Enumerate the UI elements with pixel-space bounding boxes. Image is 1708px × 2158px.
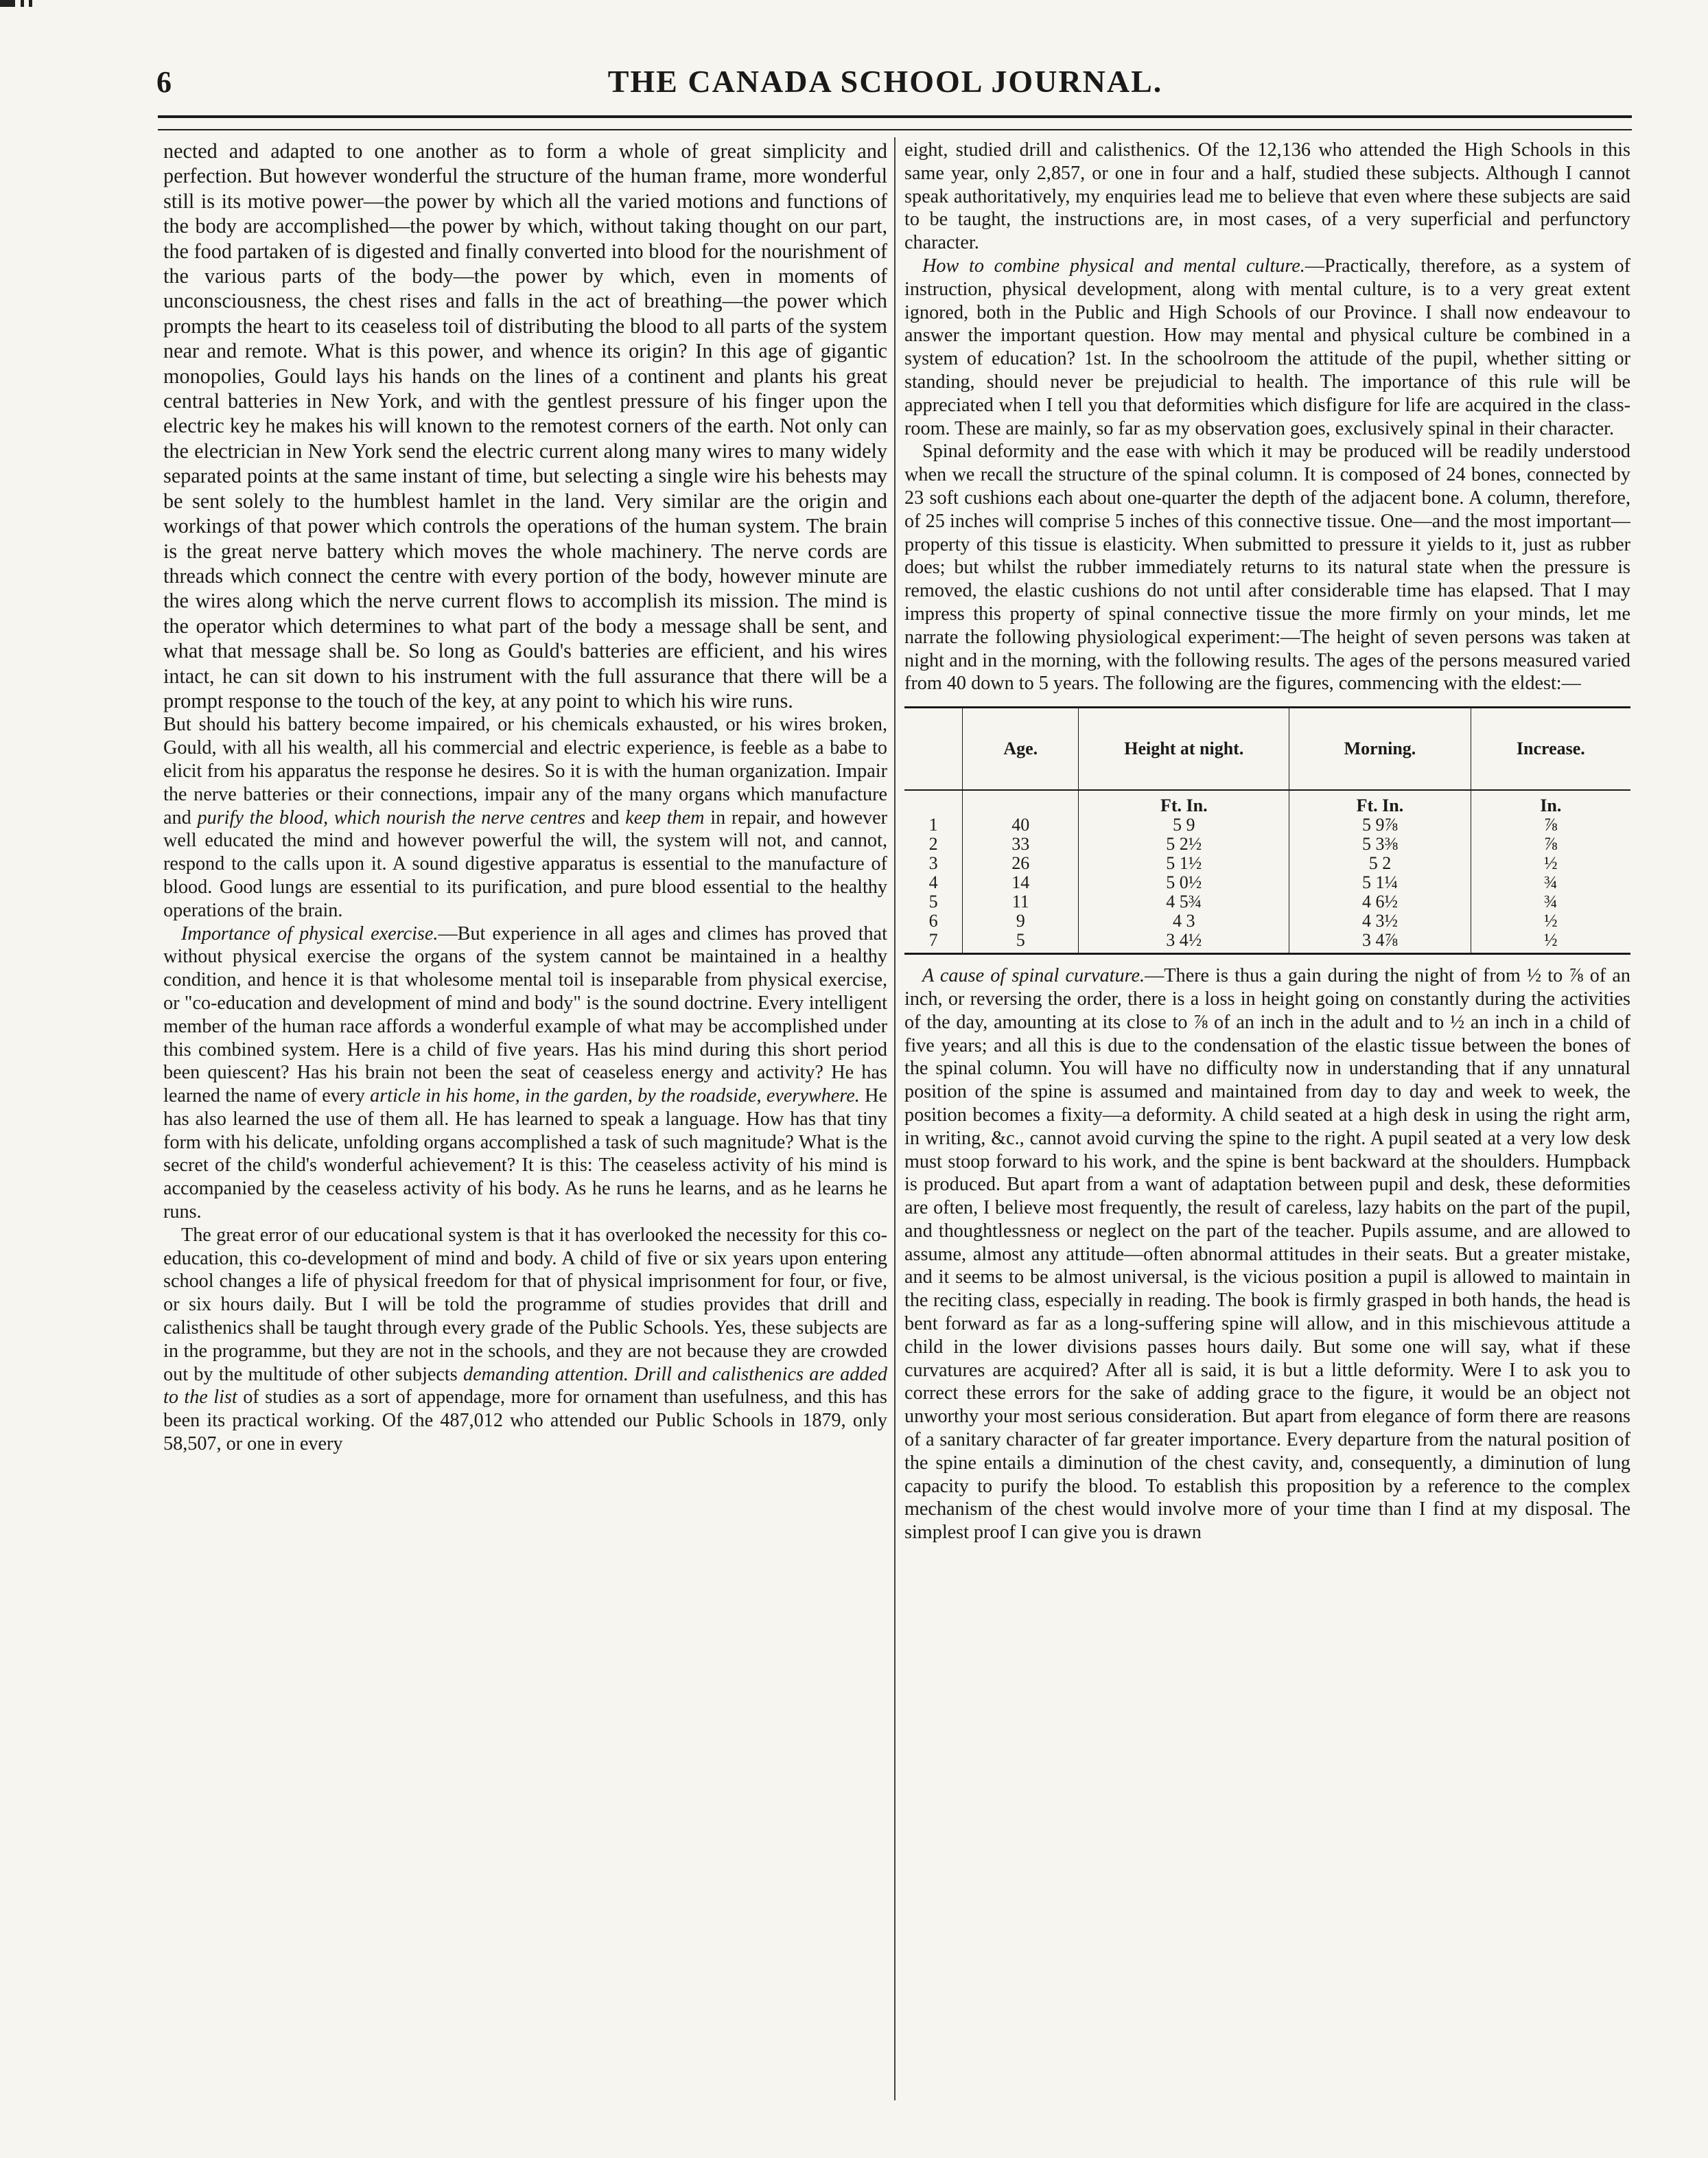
table-cell: 4 bbox=[904, 873, 963, 892]
table-cell: 5 1½ bbox=[1079, 854, 1289, 873]
table-cell: Ft. In. bbox=[1079, 790, 1289, 815]
text-run: in repair, and however well educated the mind and however powerful the will, the system will not, and cannot, respond to the calls upon it. A sound digestive apparatus is essential to the manufacture of blood. Good lungs are essential to its purification, and pure blood essential to the healthy operations of the brain. bbox=[163, 807, 887, 921]
table-cell: 3 4½ bbox=[1079, 931, 1289, 954]
left-column bbox=[163, 139, 887, 1456]
table-header-row bbox=[904, 708, 1630, 791]
table-cell: 5 1¼ bbox=[1289, 873, 1471, 892]
table-cell: 9 bbox=[963, 912, 1079, 931]
scan-mark bbox=[29, 0, 32, 7]
page-header bbox=[137, 60, 1633, 108]
table-header: Morning. bbox=[1289, 708, 1471, 791]
table-row bbox=[904, 912, 1630, 931]
text-run: —But experience in all ages and climes has proved that without physical exercise the organs of the system cannot be maintained in a healthy condition, and hence it is that wholesome mental toil is inseparable from physical exercise, or "co-education and development of mind and body" is the sound doctrine. Every intelligent member of the human race affords a wonderful example of what may be accomplished under this combined system. Here is a child of five years. Has his mind during this short period been quiescent? Has his brain not been the seat of ceaseless energy and activity? He has learned the name of every bbox=[163, 923, 887, 1107]
table-header: Increase. bbox=[1471, 708, 1630, 791]
table-cell: ½ bbox=[1544, 853, 1558, 874]
italic-text: purify the blood, which nourish the nerve centres bbox=[197, 807, 585, 828]
text-run: of studies as a sort of appendage, more for ornament than usefulness, and this has been its practical working. Of the 487,012 who attended our Public Schools in 1879, only 58,507, or one in every bbox=[163, 1387, 887, 1455]
table-cell: ⅞ bbox=[1544, 834, 1558, 855]
table-cell: 5 bbox=[904, 892, 963, 912]
section-heading: Importance of physical exercise. bbox=[181, 923, 438, 944]
table-cell: ¾ bbox=[1544, 872, 1558, 893]
section-heading: How to combine physical and mental culture. bbox=[922, 255, 1305, 277]
paragraph bbox=[163, 923, 887, 1224]
table-cell: 5 9⅞ bbox=[1289, 815, 1471, 835]
text-run: and bbox=[585, 807, 626, 828]
table-cell: 5 0½ bbox=[1079, 873, 1289, 892]
table-row bbox=[904, 835, 1630, 854]
paragraph bbox=[904, 964, 1630, 1544]
table-header: Height at night. bbox=[1079, 708, 1289, 791]
table-cell: In. bbox=[1540, 796, 1562, 816]
table-cell: 2 bbox=[904, 835, 963, 854]
table-cell bbox=[963, 790, 1079, 815]
paragraph bbox=[163, 713, 887, 922]
table-cell: ⅞ bbox=[1544, 815, 1558, 835]
table-cell: ¾ bbox=[1544, 892, 1558, 912]
table-cell: 4 6½ bbox=[1289, 892, 1471, 912]
table-cell: 7 bbox=[904, 931, 963, 954]
table-cell: 5 bbox=[963, 931, 1079, 954]
column-divider bbox=[894, 137, 896, 2100]
table-row bbox=[904, 873, 1630, 892]
table-cell: 3 bbox=[904, 854, 963, 873]
table-row bbox=[904, 854, 1630, 873]
table-cell: ½ bbox=[1544, 911, 1558, 931]
header-rule bbox=[158, 115, 1632, 118]
paragraph bbox=[904, 255, 1630, 440]
table-cell: ½ bbox=[1471, 931, 1630, 954]
table-units-row bbox=[904, 790, 1630, 815]
italic-text: keep them bbox=[625, 807, 705, 828]
table-cell bbox=[904, 790, 963, 815]
table-cell: 14 bbox=[963, 873, 1079, 892]
table-cell: 5 2½ bbox=[1079, 835, 1289, 854]
page-number: 6 bbox=[156, 65, 172, 99]
table-cell: 40 bbox=[963, 815, 1079, 835]
table-row bbox=[904, 815, 1630, 835]
journal-title: THE CANADA SCHOOL JOURNAL. bbox=[607, 64, 1163, 99]
table-row bbox=[904, 892, 1630, 912]
table-cell: 4 3½ bbox=[1289, 912, 1471, 931]
text-run: eight, studied drill and calisthenics. Of the 12,136 who attended the High Schools in this same year, only 2,857, or one in four and a half, studied these subjects. Although I cannot speak authoritatively, my enquiries lead me to believe that even where these subjects are said to be taught, the instructions are, in most cases, of a very superficial and perfunctory character. bbox=[904, 139, 1630, 254]
table-cell: Ft. In. bbox=[1289, 790, 1471, 815]
height-measurement-table bbox=[904, 706, 1630, 955]
right-column bbox=[904, 139, 1630, 1544]
table-cell: 5 2 bbox=[1289, 854, 1471, 873]
table-cell: 11 bbox=[963, 892, 1079, 912]
table-cell: 5 3⅜ bbox=[1289, 835, 1471, 854]
table-header: Age. bbox=[963, 708, 1079, 791]
paragraph bbox=[163, 1224, 887, 1456]
table-cell: 5 9 bbox=[1079, 815, 1289, 835]
text-run: He has also learned the use of them all. He has learned to speak a language. How has that tiny form with his delicate, unfolding organs accomplished a task of such magnitude? What is the secret of the child's wonderful achievement? It is this: The ceaseless activity of his mind is accompanied by the ceaseless activity of his body. As he runs he learns, and as he learns he runs. bbox=[163, 1085, 888, 1223]
table-cell: 4 5¾ bbox=[1079, 892, 1289, 912]
table-cell: 3 4⅞ bbox=[1289, 931, 1471, 954]
text-run: But should his battery become impaired, or his chemicals exhausted, or his wires broken, Gould, with all his wealth, all his commercial and electric experience, is feeble as a babe to elicit from his apparatus the response he desires. So it is with the human organization. Impair the nerve batteries or their connections, impair any of the many organs which manufacture and bbox=[163, 714, 887, 828]
table-cell: 6 bbox=[904, 912, 963, 931]
paragraph bbox=[904, 139, 1630, 255]
text-run: nected and adapted to one another as to form a whole of great simplicity and perfection. But however wonderful the structure of the human frame, more wonderful still is its motive power—the power by which all the varied motions and functions of the body are accomplished—the power by which, without taking thought on our part, the food partaken of is digested and finally converted into blood for the nourishment of the various parts of the body—the power by which, even in moments of unconsciousness, the chest rises and falls in the act of breathing—the power which prompts the heart to its ceaseless toil of distributing the blood to all parts of the system near and remote. What is this power, and whence its origin? In this age of gigantic monopolies, Gould lays his hands on the lines of a continent and plants his great central batteries in New York, and with the gentlest pressure of his finger upon the electric key he makes his will known to the remotest corners of the earth. Not only can the electrician in New York send the electric current along many wires to many widely separated points at the same instant of time, but selecting a single wire his behests may be sent solely to the humblest hamlet in the land. Very similar are the origin and workings of that power which controls the operations of the human system. The brain is the great nerve battery which moves the whole machinery. The nerve cords are threads which connect the centre with every portion of the body, however minute are the wires along which the nerve current flows to accomplish its mission. The mind is the operator which determines to what part of the body a message shall be sent, and what that message shall be. So long as Gould's batteries are efficient, and his wires intact, he can sit down to his instrument with the full assurance that there will be a prompt response to the touch of the key, at any point to which his wire runs. bbox=[163, 139, 887, 712]
text-run: The great error of our educational system is that it has overlooked the necessity for this co-education, this co-development of mind and body. A child of five or six years upon entering school changes a life of physical freedom for that of physical imprisonment for four, or five, or six hours daily. But I will be told the programme of studies provides that drill and calisthenics shall be taught through every grade of the Public Schools. Yes, these subjects are in the programme, but they are not in the schools, and they are not because they are crowded out by the multitude of other subjects bbox=[163, 1224, 887, 1385]
table-cell: 1 bbox=[904, 815, 963, 835]
table-row bbox=[904, 931, 1630, 954]
italic-text: article in his home, in the garden, by the roadside, everywhere. bbox=[370, 1085, 860, 1107]
paragraph bbox=[904, 440, 1630, 695]
table-cell: 4 3 bbox=[1079, 912, 1289, 931]
header-rule-thin bbox=[158, 129, 1632, 130]
section-heading: A cause of spinal curvature. bbox=[922, 965, 1145, 987]
paragraph bbox=[163, 139, 887, 713]
scan-mark bbox=[21, 0, 24, 7]
text-run: —There is thus a gain during the night of from ½ to ⅞ of an inch, or reversing the order, there is a loss in height going on constantly during the activities of the day, amounting at its close to ⅞ of an inch in the adult and to ½ an inch in a child of five years; and all this is due to the condensation of the elastic tissue between the bones of the spinal column. You will have no difficulty now in understanding that if any unnatural position of the spine is assumed and maintained from day to day and week to week, the position becomes a fixity—a deformity. A child seated at a high desk in using the right arm, in writing, &c., cannot avoid curving the spine to the right. A pupil seated at a very low desk must stoop forward to his work, and the spine is bent backward at the shoulders. Humpback is produced. But apart from a want of adaptation between pupil and desk, these deformities are often, I believe most frequently, the result of careless, lazy habits on the part of the pupil, and thoughtlessness or neglect on the part of the teacher. Pupils assume, and are allowed to assume, almost any attitude—often abnormal attitudes in their seats. But a greater mistake, and it seems to be almost universal, is the vicious position a pupil is allowed to maintain in the reciting class, especially in reading. The book is firmly grasped in both hands, the head is bent forward as far as a long-suffering spine will allow, and in this mischievous attitude a child in the lower divisions passes hours daily. But some one will say, what if these curvatures are acquired? After all is said, it is but a little deformity. Were I to ask you to correct these errors for the sake of adding grace to the figure, it would be an object not unworthy your most serious consideration. But apart from elegance of form there are reasons of a sanitary character of far greater importance. Every departure from the natural position of the spine entails a diminution of the chest cavity, and, consequently, a diminution of lung capacity to purify the blood. To establish this proposition by a reference to the complex mechanism of the chest would involve more of your time than I find at my disposal. The simplest proof I can give you is drawn bbox=[904, 965, 1631, 1544]
scan-mark bbox=[0, 0, 15, 7]
table-cell: 33 bbox=[963, 835, 1079, 854]
text-run: Spinal deformity and the ease with which it may be produced will be readily understood when we recall the structure of the spinal column. It is composed of 24 bones, connected by 23 soft cushions each about one-quarter the depth of the adjacent bone. A column, therefore, of 25 inches will comprise 5 inches of this connective tissue. One—and the most important—property of this tissue is elasticity. When submitted to pressure it yields to it, just as rubber does; but whilst the rubber immediately returns to its natural state when the pressure is removed, the elastic cushions do not until after considerable time has elapsed. That I may impress this property of spinal connective tissue the more firmly on your minds, let me narrate the following physiological experiment:—The height of seven persons was taken at night and in the morning, with the following results. The ages of the persons measured varied from 40 down to 5 years. The following are the figures, commencing with the eldest:— bbox=[904, 441, 1630, 695]
italic-text: demanding attention. Drill and calisthenics are added to the list bbox=[163, 1363, 887, 1408]
table-cell: 26 bbox=[963, 854, 1079, 873]
text-run: —Practically, therefore, as a system of instruction, physical development, along with mental culture, is to a very great extent ignored, both in the Public and High Schools of our Province. I shall now endeavour to answer the important question. How may mental and physical culture be combined in a system of education? 1st. In the schoolroom the attitude of the pupil, whether sitting or standing, should never be prejudicial to health. The importance of this rule will be appreciated when I tell you that deformities which disfigure for life are acquired in the class-room. These are mainly, so far as my observation goes, exclusively spinal in their character. bbox=[904, 255, 1630, 439]
table-header bbox=[904, 708, 963, 791]
